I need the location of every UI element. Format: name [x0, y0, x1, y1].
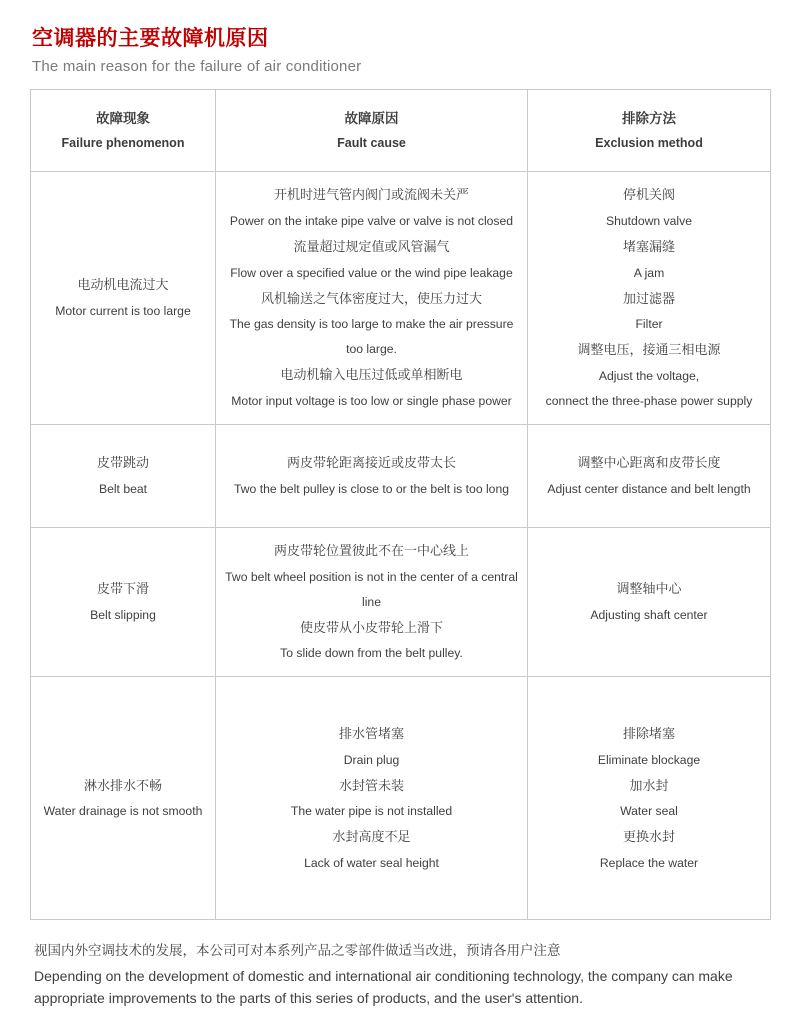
text-line: Eliminate blockage [597, 752, 701, 767]
text-line: 更换水封 [622, 829, 675, 845]
text-line: Motor current is too large [55, 304, 191, 319]
column-header-phenomenon-zh: 故障现象 [96, 111, 150, 126]
text-line: 水封高度不足 [332, 829, 411, 845]
text-line: 开机时进气管内阀门或流阀未关严 [273, 187, 469, 203]
column-header-exclusion [528, 90, 771, 172]
text-line: A jam [633, 265, 665, 280]
footer-note-zh: 视国内外空调技术的发展，本公司可对本系列产品之零部件做适当改进，预请各用户注意 [34, 943, 561, 959]
text-line: 两皮带轮距离接近或皮带太长 [286, 455, 456, 471]
text-line: 使皮带从小皮带轮上滑下 [299, 619, 443, 635]
cell-phenomenon [31, 172, 216, 425]
text-line: 停机关阀 [622, 187, 675, 203]
table-row [31, 172, 771, 425]
cell-exclusion [528, 425, 771, 528]
text-line: 皮带跳动 [96, 455, 149, 471]
fault-table [30, 89, 771, 920]
text-line: 水封管未装 [338, 777, 404, 793]
table-row [31, 677, 771, 920]
page-title-zh: 空调器的主要故障机原因 [32, 27, 269, 50]
text-line: 两皮带轮位置彼此不在一中心线上 [273, 543, 469, 559]
cell-cause [216, 528, 528, 677]
cell-exclusion [528, 677, 771, 920]
cell-cause [216, 677, 528, 920]
text-line: Motor input voltage is too low or single phase power [231, 394, 512, 409]
text-line: Adjusting shaft center [590, 608, 708, 622]
text-line: Drain plug [343, 752, 400, 767]
cell-exclusion [528, 528, 771, 677]
text-line: Replace the water [599, 855, 699, 870]
column-header-cause-en: Fault cause [337, 135, 406, 150]
text-line: 调整轴中心 [616, 581, 682, 597]
text-line: Water drainage is not smooth [43, 804, 203, 819]
text-line: connect the three-phase power supply [545, 394, 753, 409]
column-header-exclusion-zh: 排除方法 [622, 111, 676, 126]
text-line: Adjust center distance and belt length [547, 481, 751, 496]
text-line: 流量超过规定值或风管漏气 [293, 239, 450, 255]
page-title-en: The main reason for the failure of air conditioner [32, 58, 362, 75]
text-line: Lack of water seal height [304, 855, 439, 870]
text-line: Water seal [620, 804, 678, 819]
text-line: The water pipe is not installed [290, 804, 453, 819]
cell-exclusion [528, 172, 771, 425]
table-body [31, 172, 771, 920]
text-line: 排除堵塞 [622, 725, 675, 741]
text-line: 加过滤器 [622, 290, 675, 306]
text-line: Shutdown valve [605, 214, 693, 229]
text-line: 淋水排水不畅 [83, 777, 162, 793]
table-row [31, 528, 771, 677]
text-line: 调整电压，接通三相电源 [577, 342, 721, 358]
text-line: 调整中心距离和皮带长度 [577, 455, 721, 471]
cell-cause [216, 172, 528, 425]
text-line: 电动机输入电压过低或单相断电 [280, 367, 463, 383]
column-header-cause [216, 90, 528, 172]
text-line: Two belt wheel position is not in the center of a central line [225, 569, 518, 609]
text-line: 电动机电流过大 [77, 277, 169, 293]
text-line: 皮带下滑 [96, 581, 149, 597]
text-line: Adjust the voltage, [598, 369, 700, 383]
footer-note [30, 938, 770, 1009]
text-line: Belt slipping [90, 608, 156, 622]
text-line: Belt beat [98, 481, 148, 496]
cell-cause [216, 425, 528, 528]
text-line: 堵塞漏缝 [622, 239, 675, 255]
column-header-phenomenon-en: Failure phenomenon [61, 135, 185, 150]
text-line: Filter [635, 317, 663, 332]
text-line: To slide down from the belt pulley. [280, 646, 463, 661]
text-line: Flow over a specified value or the wind pipe leakage [230, 265, 513, 280]
footer-note-en-line2: appropriate improvements to the parts of this series of products, and the user's attention. [34, 990, 583, 1007]
table-header-row [31, 90, 771, 172]
cell-phenomenon [31, 425, 216, 528]
text-line: The gas density is too large to make the air pressure too large. [229, 317, 514, 357]
column-header-cause-zh: 故障原因 [344, 111, 399, 126]
text-line: 排水管堵塞 [338, 725, 404, 741]
text-line: Power on the intake pipe valve or valve is not closed [229, 214, 514, 229]
text-line: 加水封 [629, 777, 669, 793]
column-header-exclusion-en: Exclusion method [595, 135, 703, 150]
footer-note-en-line1: Depending on the development of domestic and international air conditioning technology, the company can make [34, 967, 733, 984]
column-header-phenomenon [31, 90, 216, 172]
table-head [31, 90, 771, 172]
text-line: Two the belt pulley is close to or the belt is too long [233, 481, 510, 496]
cell-phenomenon [31, 528, 216, 677]
text-line: 风机输送之气体密度过大，使压力过大 [260, 290, 482, 306]
table-row [31, 425, 771, 528]
cell-phenomenon [31, 677, 216, 920]
